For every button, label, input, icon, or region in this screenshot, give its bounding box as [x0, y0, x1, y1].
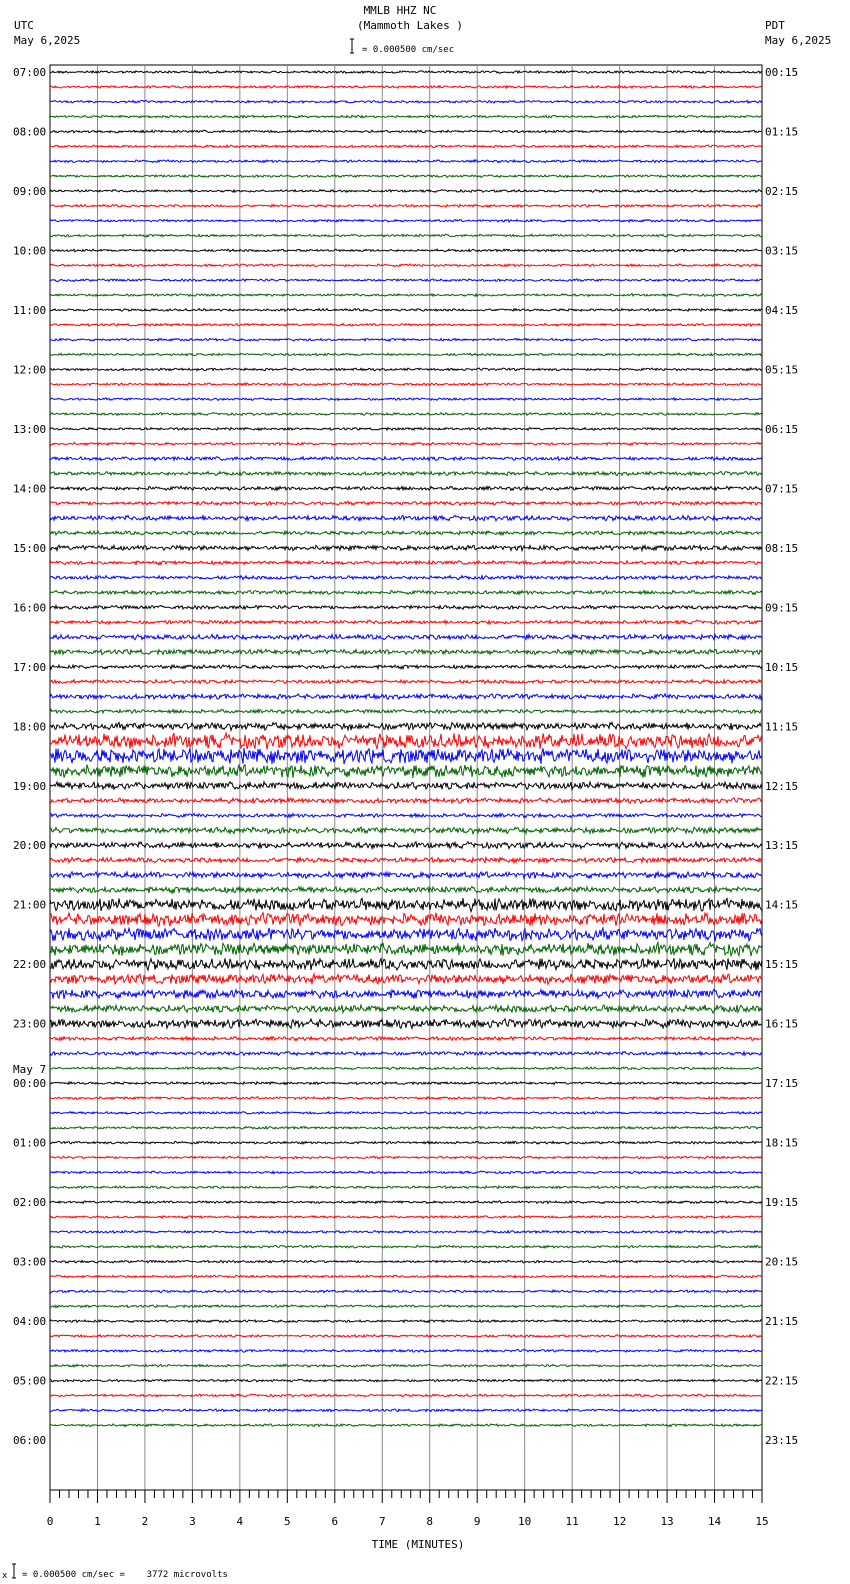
pdt-hour-label: 08:15 [765, 541, 799, 555]
trace-line [50, 722, 762, 730]
utc-hour-label: 09:00 [13, 184, 47, 198]
trace-line [50, 190, 762, 193]
trace-line [50, 1186, 762, 1189]
pdt-hour-label: 18:15 [765, 1136, 799, 1150]
trace-line [50, 398, 762, 401]
trace-line [50, 827, 762, 834]
trace-line [50, 1005, 762, 1013]
x-tick-label: 14 [707, 1515, 722, 1528]
trace-line [50, 872, 762, 879]
x-tick-label: 15 [755, 1515, 769, 1528]
x-tick-label: 3 [189, 1515, 196, 1528]
pdt-hour-label: 22:15 [765, 1374, 799, 1388]
scale-label: = 0.000500 cm/sec [362, 45, 455, 55]
trace-line [50, 665, 762, 669]
trace-line [50, 989, 762, 999]
trace-line [50, 145, 762, 148]
right-timezone: PDT [765, 19, 785, 32]
trace-line [50, 205, 762, 208]
trace-line [50, 1156, 762, 1159]
pdt-hour-label: 07:15 [765, 482, 799, 496]
utc-hour-label: 02:00 [13, 1196, 47, 1210]
footer-scale-label: = 0.000500 cm/sec = 3772 microvolts [22, 1570, 228, 1580]
trace-line [50, 486, 762, 490]
trace-line [50, 324, 762, 327]
x-tick-label: 7 [378, 1515, 386, 1528]
trace-line [50, 649, 762, 654]
utc-hour-label: 15:00 [13, 541, 47, 555]
utc-hour-label: 18:00 [13, 720, 47, 734]
trace-line [50, 471, 762, 475]
trace-line [50, 1019, 762, 1029]
trace-line [50, 383, 762, 386]
trace-line [50, 1320, 762, 1323]
x-tick-label: 10 [518, 1515, 532, 1528]
trace-line [50, 974, 762, 985]
trace-line [50, 515, 762, 520]
trace-line [50, 813, 762, 817]
utc-hour-label: 12:00 [13, 363, 47, 377]
x-axis [47, 1490, 769, 1528]
trace-line [50, 1171, 762, 1174]
trace-line [50, 842, 762, 849]
trace-line [50, 115, 762, 118]
trace-line [50, 1275, 762, 1278]
pdt-hour-label: 06:15 [765, 422, 799, 436]
utc-hour-label: 01:00 [13, 1136, 47, 1150]
trace-line [50, 1364, 762, 1367]
trace-line [50, 1067, 762, 1070]
trace-line [50, 160, 762, 163]
x-tick-label: 0 [46, 1515, 54, 1528]
trace-line [50, 680, 762, 684]
trace-line [50, 353, 762, 356]
trace-line [50, 561, 762, 565]
trace-line [50, 279, 762, 282]
x-tick-label: 5 [284, 1515, 291, 1528]
pdt-hour-label: 14:15 [765, 898, 799, 912]
day-change-label: May 7 [13, 1063, 47, 1077]
x-axis-label: TIME (MINUTES) [371, 1538, 465, 1551]
utc-hour-label: 21:00 [13, 898, 47, 912]
pdt-hour-label: 19:15 [765, 1196, 799, 1210]
footer-mark: x [2, 1571, 8, 1581]
utc-hour-label: 06:00 [13, 1434, 47, 1448]
x-tick-label: 2 [141, 1515, 149, 1528]
trace-line [50, 1126, 762, 1129]
trace-line [50, 309, 762, 312]
pdt-hour-label: 21:15 [765, 1315, 799, 1329]
trace-line [50, 249, 762, 252]
trace-line [50, 1305, 762, 1308]
trace-line [50, 576, 762, 580]
utc-hour-label: 10:00 [13, 244, 47, 258]
x-tick-label: 12 [612, 1515, 627, 1528]
pdt-hour-label: 13:15 [765, 839, 799, 853]
x-tick-label: 4 [236, 1515, 244, 1528]
trace-line [50, 368, 762, 371]
utc-hour-label: 22:00 [13, 958, 47, 972]
trace-line [50, 264, 762, 267]
utc-hour-label: 19:00 [13, 779, 47, 793]
pdt-hour-label: 02:15 [765, 184, 799, 198]
trace-line [50, 898, 762, 912]
trace-line [50, 220, 762, 223]
trace-line [50, 634, 762, 639]
trace-line [50, 175, 762, 178]
trace-line [50, 958, 762, 970]
utc-hour-label: 04:00 [13, 1315, 47, 1329]
trace-line [50, 1245, 762, 1248]
utc-hour-label: 16:00 [13, 601, 47, 615]
pdt-hour-label: 04:15 [765, 303, 799, 317]
trace-line [50, 620, 762, 624]
pdt-hour-label: 05:15 [765, 363, 799, 377]
trace-line [50, 1290, 762, 1293]
x-tick-label: 9 [473, 1515, 481, 1528]
trace-line [50, 1424, 762, 1427]
utc-hour-label: 20:00 [13, 839, 47, 853]
utc-hour-label: 05:00 [13, 1374, 47, 1388]
trace-line [50, 1052, 762, 1056]
utc-hour-label: 23:00 [13, 1017, 47, 1031]
pdt-hour-label: 01:15 [765, 125, 799, 139]
trace-line [50, 457, 762, 461]
right-date: May 6,2025 [765, 34, 832, 47]
trace-line [50, 1231, 762, 1234]
trace-line [50, 1260, 762, 1263]
trace-line [50, 1335, 762, 1338]
pdt-hour-label: 10:15 [765, 660, 799, 674]
trace-line [50, 1201, 762, 1204]
utc-hour-label: 03:00 [13, 1255, 47, 1269]
trace-line [50, 1097, 762, 1100]
trace-line [50, 1037, 762, 1041]
scale-bar-icon [350, 39, 354, 53]
pdt-hour-label: 20:15 [765, 1255, 799, 1269]
trace-line [50, 887, 762, 894]
trace-line [50, 130, 762, 133]
trace-line [50, 733, 762, 749]
trace-line [50, 710, 762, 714]
utc-hour-label: 07:00 [13, 66, 47, 79]
station-title: MMLB HHZ NC [363, 4, 437, 17]
trace-line [50, 605, 762, 609]
x-tick-label: 8 [426, 1515, 434, 1528]
trace-line [50, 234, 762, 237]
x-tick-label: 11 [565, 1515, 579, 1528]
pdt-hour-label: 09:15 [765, 601, 799, 615]
trace-line [50, 1379, 762, 1382]
pdt-hour-label: 12:15 [765, 779, 799, 793]
trace-line [50, 694, 762, 699]
pdt-hour-label: 03:15 [765, 244, 799, 258]
trace-line [50, 1141, 762, 1144]
trace-line [50, 782, 762, 790]
pdt-hour-label: 16:15 [765, 1017, 799, 1031]
trace-line [50, 1216, 762, 1219]
x-tick-label: 6 [331, 1515, 339, 1528]
traces [50, 71, 762, 1427]
trace-line [50, 531, 762, 535]
trace-line [50, 765, 762, 778]
x-tick-label: 13 [660, 1515, 674, 1528]
trace-line [50, 1112, 762, 1115]
trace-line [50, 428, 762, 431]
trace-line [50, 545, 762, 550]
trace-line [50, 748, 762, 764]
trace-line [50, 501, 762, 505]
left-date: May 6,2025 [14, 34, 81, 47]
utc-hour-label: 08:00 [13, 125, 47, 139]
utc-hour-label: 11:00 [13, 303, 47, 317]
pdt-hour-label: 00:15 [765, 66, 799, 79]
trace-line [50, 1394, 762, 1397]
pdt-hour-label: 11:15 [765, 720, 799, 734]
utc-hour-label: 14:00 [13, 482, 47, 496]
pdt-hour-label: 17:15 [765, 1077, 799, 1091]
trace-line [50, 413, 762, 416]
trace-line [50, 71, 762, 74]
trace-line [50, 1082, 762, 1085]
trace-line [50, 101, 762, 104]
trace-line [50, 928, 762, 941]
trace-line [50, 443, 762, 446]
trace-line [50, 858, 762, 863]
pdt-hour-label: 23:15 [765, 1434, 799, 1448]
trace-line [50, 1409, 762, 1412]
utc-hour-label: 13:00 [13, 422, 47, 436]
x-tick-label: 1 [94, 1515, 101, 1528]
trace-line [50, 943, 762, 957]
trace-line [50, 294, 762, 297]
trace-line [50, 86, 762, 89]
trace-line [50, 798, 762, 804]
utc-hour-label: 17:00 [13, 660, 47, 674]
footer-scale-bar-icon [12, 1564, 16, 1578]
trace-line [50, 1349, 762, 1352]
trace-line [50, 913, 762, 927]
utc-hour-label: 00:00 [13, 1077, 47, 1091]
trace-line [50, 338, 762, 341]
left-timezone: UTC [14, 19, 34, 32]
location-title: (Mammoth Lakes ) [357, 19, 463, 32]
pdt-hour-label: 15:15 [765, 958, 799, 972]
trace-line [50, 590, 762, 594]
